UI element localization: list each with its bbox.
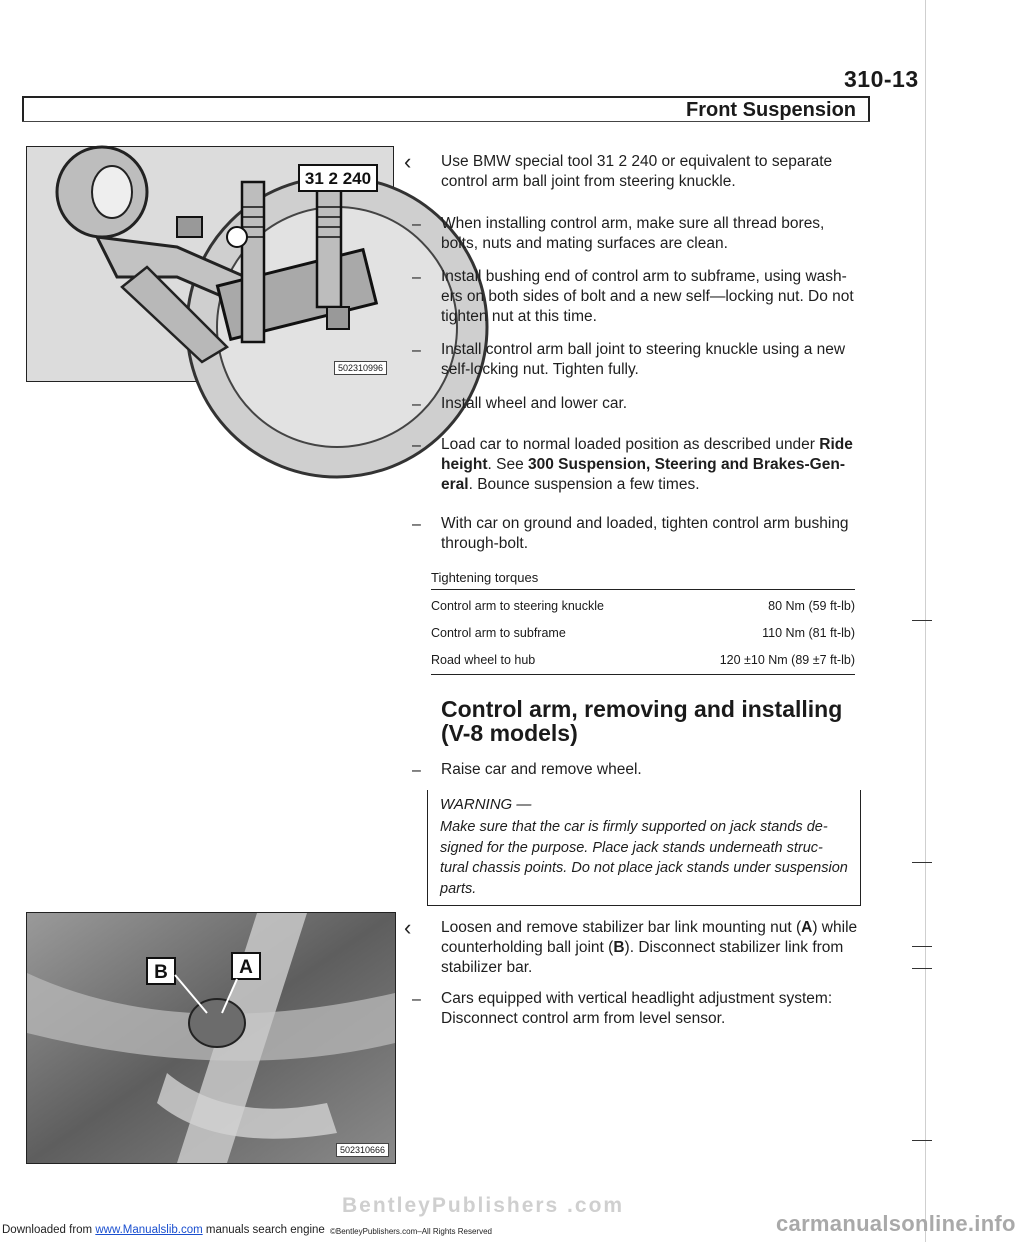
- step-text-stabilizer: [441, 918, 861, 978]
- step-text: With car on ground and loaded, tighten control arm bushing through-bolt.: [441, 515, 849, 552]
- crop-mark: [912, 946, 932, 947]
- step-text-part: ) while counterholding ball joint (: [441, 919, 858, 956]
- warning-text: Make sure that the car is firmly supported on jack stands de- signed for the purpose. Place jack stands underneath struc- tural chassis points. Do not place jack stands under suspension parts.: [440, 819, 848, 897]
- table-cell-value: 110 Nm (81 ft-lb): [762, 626, 855, 640]
- step-text-part: . Bounce suspension a few times.: [468, 476, 700, 493]
- step-dash: –: [412, 342, 421, 359]
- step-text: When installing control arm, make sure all thread bores, bolts, nuts and mating surfaces are clean.: [441, 215, 825, 252]
- step-dash: –: [412, 516, 421, 533]
- heading-line: Control arm, removing and installing: [441, 696, 843, 722]
- table-cell-label: Road wheel to hub: [431, 653, 536, 667]
- stabilizer-link-photo: [27, 913, 395, 1163]
- margin-line: [925, 0, 926, 1242]
- figure-stabilizer-link: [26, 912, 396, 1164]
- download-footer: [2, 1224, 325, 1236]
- step-arrow-icon: ‹: [404, 149, 412, 174]
- footer-text: Downloaded from: [2, 1224, 96, 1236]
- tool-callout: 31 2 240: [304, 169, 372, 188]
- crop-mark: [912, 1140, 932, 1141]
- step-text: Cars equipped with vertical headlight adjustment system: Disconnect control arm from level sensor.: [441, 990, 833, 1027]
- section-heading: [441, 697, 842, 745]
- step-dash: –: [412, 762, 421, 779]
- copyright: ©BentleyPublishers.com–All Rights Reserved: [330, 1227, 492, 1236]
- header-edge-left: [22, 96, 24, 122]
- suspension-reference: 300 Suspension, Steering and Brakes-Gen- eral: [441, 456, 845, 493]
- step-text-part: . See: [487, 456, 528, 473]
- table-cell-value: 120 ±10 Nm (89 ±7 ft-lb): [719, 653, 855, 667]
- table-cell-label: Control arm to steering knuckle: [431, 599, 604, 613]
- warning-label: WARNING —: [440, 796, 532, 813]
- step-dash: –: [412, 437, 421, 454]
- step-text: Install bushing end of control arm to subframe, using wash- ers on both sides of bolt and a new self—locking nut. Do not tighten nut at this time.: [441, 268, 854, 325]
- step-dash: –: [412, 216, 421, 233]
- ball-joint-tool-illustration: [27, 147, 393, 381]
- step-text: Use BMW special tool 31 2 240 or equivalent to separate control arm ball joint from steering knuckle.: [441, 153, 833, 190]
- crop-mark: [912, 620, 932, 621]
- crop-mark: [912, 968, 932, 969]
- figure-ball-joint-tool: [26, 146, 394, 382]
- table-cell-value: 80 Nm (59 ft-lb): [768, 599, 855, 613]
- step-text-part: Load car to normal loaded position as described under: [441, 436, 820, 453]
- callout-a: A: [239, 957, 253, 978]
- section-title: Front Suspension: [686, 99, 856, 121]
- header-rule: [22, 96, 870, 98]
- table-row: [431, 653, 855, 667]
- step-dash: –: [412, 269, 421, 286]
- ref-b: B: [613, 939, 625, 956]
- page-number: 310-13: [844, 66, 919, 92]
- watermark: carmanualsonline.info: [776, 1211, 1016, 1236]
- step-dash: –: [412, 396, 421, 413]
- step-text: Install wheel and lower car.: [441, 395, 628, 412]
- table-row: [431, 599, 855, 613]
- crop-mark: [912, 862, 932, 863]
- ride-height-link: Ride height: [441, 436, 853, 473]
- header-edge-right: [868, 96, 870, 122]
- step-text: Install control arm ball joint to steering knuckle using a new self-locking nut. Tighten fully.: [441, 341, 846, 378]
- table-rule-bottom: [431, 674, 855, 675]
- step-text: Raise car and remove wheel.: [441, 761, 642, 778]
- callout-b: B: [154, 962, 168, 983]
- figure-code: 502310666: [336, 1143, 389, 1157]
- footer-text: manuals search engine: [202, 1224, 325, 1236]
- figure-code: 502310996: [334, 361, 387, 375]
- table-rule: [431, 589, 855, 590]
- step-text-ride-height: [441, 435, 861, 495]
- publisher-logo: BentleyPublishers .com: [342, 1194, 625, 1217]
- step-dash: –: [412, 991, 421, 1008]
- heading-line: (V-8 models): [441, 720, 578, 746]
- step-text-part: ). Disconnect stabilizer link from stabilizer bar.: [441, 939, 844, 976]
- ref-a: A: [801, 919, 813, 936]
- manualslib-link[interactable]: www.Manualslib.com: [95, 1224, 203, 1236]
- torque-table-caption: Tightening torques: [431, 570, 539, 585]
- table-row: [431, 626, 855, 640]
- step-arrow-icon: ‹: [404, 915, 412, 940]
- step-text-part: Loosen and remove stabilizer bar link mounting nut (: [441, 919, 802, 936]
- table-cell-label: Control arm to subframe: [431, 626, 566, 640]
